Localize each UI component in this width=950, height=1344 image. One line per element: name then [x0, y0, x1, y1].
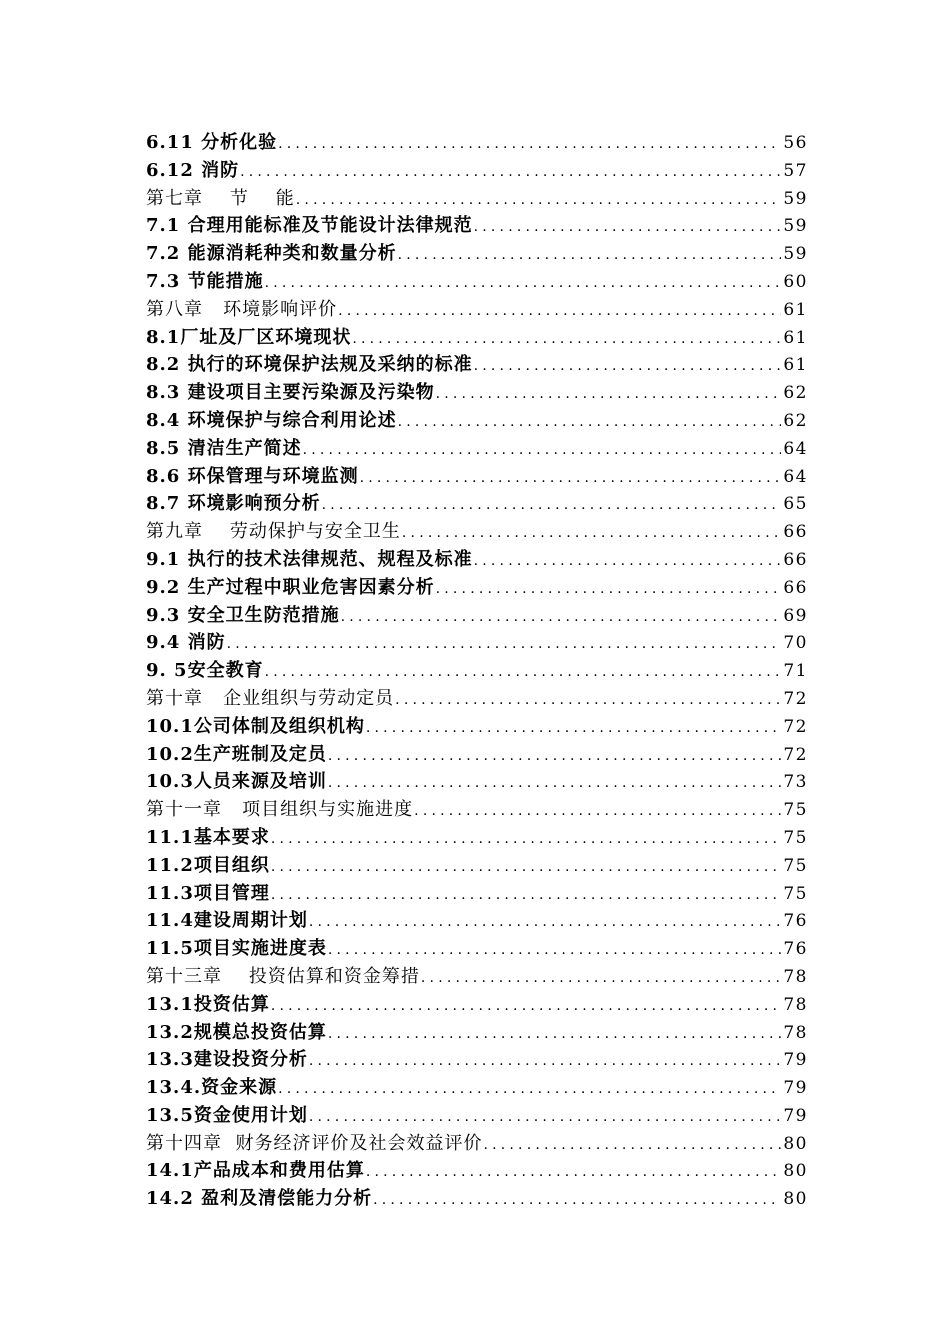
- toc-entry-title: 第十一章 项目组织与实施进度: [146, 799, 414, 821]
- dot-leader: [296, 187, 782, 213]
- toc-entry[interactable]: [146, 546, 808, 574]
- toc-entry-title: 11.4建设周期计划: [146, 910, 308, 932]
- toc-entry-page-number: 80: [783, 1133, 808, 1154]
- toc-entry-title: 第十三章 投资估算和资金筹措: [146, 965, 420, 987]
- toc-entry-page-number: 76: [783, 911, 808, 932]
- toc-entry-title: 8.3 建设项目主要污染源及污染物: [146, 382, 435, 404]
- toc-entry-page-number: 61: [783, 327, 808, 348]
- toc-entry-page-number: 71: [783, 661, 808, 682]
- dot-leader: [474, 214, 782, 240]
- toc-entry-page-number: 79: [783, 1078, 808, 1099]
- toc-entry-title: 14.1产品成本和费用估算: [146, 1160, 365, 1182]
- toc-entry[interactable]: [146, 768, 808, 796]
- toc-entry-page-number: 66: [783, 549, 808, 570]
- dot-leader: [271, 826, 782, 852]
- toc-entry-title: 10.1公司体制及组织机构: [146, 715, 365, 737]
- toc-entry[interactable]: [146, 685, 808, 713]
- toc-entry-page-number: 59: [783, 216, 808, 237]
- toc-entry-page-number: 59: [783, 188, 808, 209]
- toc-entry-page-number: 64: [783, 438, 808, 459]
- dot-leader: [240, 159, 781, 185]
- toc-entry-title: 8.5 清洁生产简述: [146, 437, 302, 459]
- dot-leader: [309, 1104, 782, 1130]
- toc-entry[interactable]: [146, 852, 808, 880]
- dot-leader: [483, 1132, 781, 1158]
- toc-entry-title: 9.2 生产过程中职业危害因素分析: [146, 576, 435, 598]
- toc-entry[interactable]: [146, 991, 808, 1019]
- toc-entry-page-number: 69: [783, 605, 808, 626]
- toc-entry-title: 6.12 消防: [146, 159, 240, 181]
- toc-entry[interactable]: [146, 657, 808, 685]
- toc-entry-title: 第十四章 财务经济评价及社会效益评价: [146, 1132, 483, 1154]
- toc-entry[interactable]: [146, 963, 808, 991]
- toc-entry[interactable]: [146, 741, 808, 769]
- dot-leader: [436, 381, 782, 407]
- toc-entry[interactable]: [146, 240, 808, 268]
- toc-entry-title: 7.1 合理用能标准及节能设计法律规范: [146, 215, 473, 237]
- toc-entry-title: 7.3 节能措施: [146, 270, 264, 292]
- toc-entry-title: 11.1基本要求: [146, 826, 270, 848]
- toc-entry-title: 8.1厂址及厂区环境现状: [146, 326, 352, 348]
- dot-leader: [265, 270, 782, 296]
- toc-entry-title: 9. 5安全教育: [146, 660, 264, 682]
- toc-entry[interactable]: [146, 1019, 808, 1047]
- toc-entry-title: 6.11 分析化验: [146, 132, 278, 153]
- toc-entry-title: 8.2 执行的环境保护法规及采纳的标准: [146, 354, 473, 376]
- toc-entry[interactable]: [146, 212, 808, 240]
- toc-entry-title: 9.3 安全卫生防范措施: [146, 604, 340, 626]
- toc-entry-title: 8.7 环境影响预分析: [146, 493, 321, 515]
- toc-entry[interactable]: [146, 602, 808, 630]
- toc-entry-title: 13.1投资估算: [146, 993, 270, 1015]
- toc-entry-page-number: 78: [783, 966, 808, 987]
- dot-leader: [328, 937, 782, 963]
- toc-entry[interactable]: [146, 796, 808, 824]
- dot-leader: [328, 770, 782, 796]
- toc-entry[interactable]: [146, 324, 808, 352]
- dot-leader: [309, 1048, 782, 1074]
- dot-leader: [360, 465, 782, 491]
- toc-entry-page-number: 66: [783, 577, 808, 598]
- toc-entry[interactable]: [146, 435, 808, 463]
- toc-entry-page-number: 61: [783, 299, 808, 320]
- toc-entry[interactable]: [146, 268, 808, 296]
- toc-entry-title: 13.4.资金来源: [146, 1077, 278, 1099]
- toc-entry-page-number: 78: [783, 1022, 808, 1043]
- toc-entry-page-number: 72: [783, 716, 808, 737]
- toc-entry-title: 第九章 劳动保护与安全卫生: [146, 521, 401, 543]
- dot-leader: [366, 1159, 782, 1185]
- dot-leader: [309, 909, 782, 935]
- table-of-contents: [146, 129, 808, 1213]
- dot-leader: [414, 798, 781, 824]
- toc-entry[interactable]: [146, 880, 808, 908]
- toc-entry-page-number: 78: [783, 994, 808, 1015]
- toc-entry-title: 8.4 环境保护与综合利用论述: [146, 409, 397, 431]
- dot-leader: [328, 743, 782, 769]
- toc-entry[interactable]: [146, 407, 808, 435]
- toc-entry-page-number: 75: [783, 800, 808, 821]
- dot-leader: [352, 326, 781, 352]
- toc-entry-page-number: 70: [783, 633, 808, 654]
- dot-leader: [366, 715, 782, 741]
- toc-entry[interactable]: [146, 463, 808, 491]
- toc-entry-page-number: 72: [783, 744, 808, 765]
- dot-leader: [328, 1021, 782, 1047]
- dot-leader: [474, 353, 782, 379]
- toc-entry-page-number: 64: [783, 466, 808, 487]
- dot-leader: [271, 993, 782, 1019]
- toc-entry-page-number: 75: [783, 855, 808, 876]
- toc-entry[interactable]: [146, 907, 808, 935]
- dot-leader: [474, 548, 782, 574]
- toc-entry-title: 第七章 节 能: [146, 187, 295, 209]
- toc-entry-title: 第八章 环境影响评价: [146, 298, 338, 320]
- toc-entry[interactable]: [146, 1102, 808, 1130]
- toc-entry-page-number: 73: [783, 772, 808, 793]
- toc-entry-page-number: 60: [783, 271, 808, 292]
- toc-entry-page-number: 59: [783, 244, 808, 265]
- toc-entry-title: 7.2 能源消耗种类和数量分析: [146, 243, 397, 265]
- dot-leader: [436, 576, 782, 602]
- dot-leader: [373, 1187, 781, 1213]
- toc-entry-page-number: 79: [783, 1050, 808, 1071]
- dot-leader: [398, 409, 782, 435]
- toc-entry[interactable]: [146, 713, 808, 741]
- toc-entry-page-number: 72: [783, 688, 808, 709]
- toc-entry[interactable]: [146, 1046, 808, 1074]
- toc-entry-title: 9.4 消防: [146, 632, 226, 654]
- toc-entry[interactable]: [146, 351, 808, 379]
- toc-entry[interactable]: [146, 296, 808, 324]
- toc-entry[interactable]: [146, 518, 808, 546]
- toc-entry-page-number: 76: [783, 939, 808, 960]
- dot-leader: [271, 882, 782, 908]
- toc-entry-title: 13.5资金使用计划: [146, 1104, 308, 1126]
- toc-entry[interactable]: [146, 157, 808, 185]
- dot-leader: [398, 242, 782, 268]
- toc-entry-title: 8.6 环保管理与环境监测: [146, 465, 359, 487]
- dot-leader: [341, 604, 782, 630]
- toc-entry-title: 10.3人员来源及培训: [146, 771, 327, 793]
- toc-entry-title: 10.2生产班制及定员: [146, 743, 327, 765]
- dot-leader: [271, 854, 782, 880]
- toc-entry[interactable]: [146, 379, 808, 407]
- toc-entry[interactable]: [146, 129, 808, 157]
- toc-entry-title: 13.3建设投资分析: [146, 1049, 308, 1071]
- toc-entry-title: 11.3项目管理: [146, 882, 270, 904]
- dot-leader: [338, 298, 781, 324]
- toc-entry[interactable]: [146, 1185, 808, 1213]
- toc-entry[interactable]: [146, 574, 808, 602]
- toc-entry-page-number: 62: [783, 410, 808, 431]
- toc-entry[interactable]: [146, 1157, 808, 1185]
- toc-entry-title: 11.5项目实施进度表: [146, 938, 327, 960]
- toc-entry-page-number: 62: [783, 383, 808, 404]
- toc-entry-page-number: 65: [783, 494, 808, 515]
- toc-entry-page-number: 57: [783, 160, 808, 181]
- toc-entry-page-number: 79: [783, 1105, 808, 1126]
- toc-entry-title: 第十章 企业组织与劳动定员: [146, 687, 395, 709]
- toc-entry-page-number: 80: [783, 1189, 808, 1210]
- toc-entry[interactable]: [146, 490, 808, 518]
- toc-entry[interactable]: [146, 935, 808, 963]
- dot-leader: [227, 631, 782, 657]
- dot-leader: [421, 965, 781, 991]
- toc-entry-page-number: 75: [783, 883, 808, 904]
- toc-entry-page-number: 80: [783, 1161, 808, 1182]
- dot-leader: [395, 687, 781, 713]
- toc-entry[interactable]: [146, 824, 808, 852]
- toc-entry-title: 11.2项目组织: [146, 854, 270, 876]
- toc-entry-title: 14.2 盈利及清偿能力分析: [146, 1188, 373, 1210]
- toc-entry[interactable]: [146, 1130, 808, 1158]
- dot-leader: [278, 131, 781, 157]
- dot-leader: [265, 659, 782, 685]
- dot-leader: [303, 437, 782, 463]
- dot-leader: [278, 1076, 781, 1102]
- toc-entry-page-number: 61: [783, 355, 808, 376]
- toc-entry-page-number: 66: [783, 522, 808, 543]
- toc-entry-title: 13.2规模总投资估算: [146, 1021, 327, 1043]
- dot-leader: [322, 492, 782, 518]
- dot-leader: [402, 520, 781, 546]
- toc-entry[interactable]: [146, 185, 808, 213]
- toc-entry-page-number: 75: [783, 827, 808, 848]
- toc-entry[interactable]: [146, 1074, 808, 1102]
- toc-entry-page-number: 56: [783, 133, 808, 153]
- toc-entry-title: 9.1 执行的技术法律规范、规程及标准: [146, 548, 473, 570]
- toc-entry[interactable]: [146, 629, 808, 657]
